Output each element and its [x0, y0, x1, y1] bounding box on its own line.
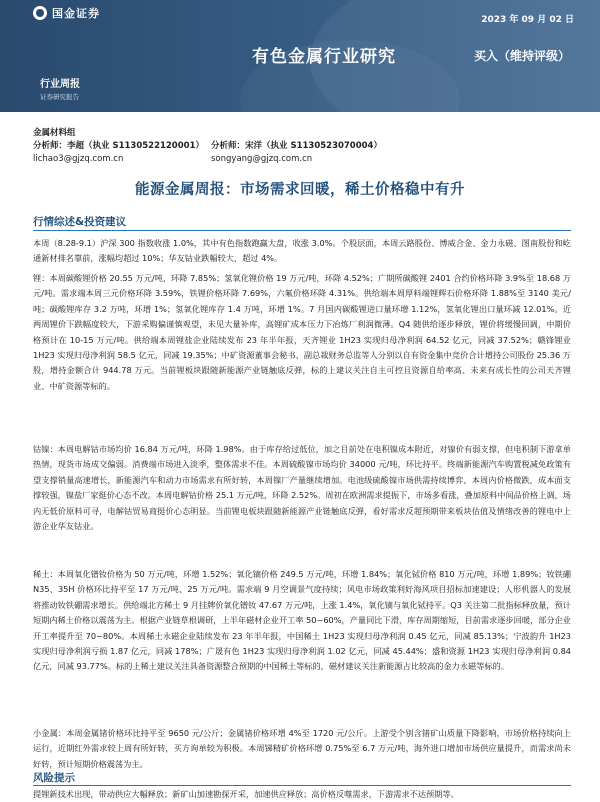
- paragraph-lithium: 锂：本周碳酸锂价格 20.55 万元/吨，环降 7.85%；氢氧化锂价格 19 万元/吨，环降 4.52%；广期所碳酸锂 2401 合约价格环降 3.9%至 18.68 万元/吨。需求端本周三元价格环降 3.59%，铁锂价格环降 7.69%，六氟价格环降 4.31%。供给端本周厚料端锂辉石价格环降 1.88%至 3140 美元/吨；碳酸锂库存 3.2 万吨，环增 1%；氢氧化锂库存 1.4 万吨，环增 1%。7 月国内碳酸锂进口量环增 1.12%，氢氧化锂出口量环减 12.01%。近两周锂价下跌幅度较大，下游采购偏谨慎观望，未见大量补库，高锂矿成本压力下冶炼厂利润微薄。Q4 随供给逐步释放，锂价将缓慢回调，中期价格预计在 10-15 万元/吨。供给端本周锂盐企业陆续发布 23 年半年报，天齐锂业 1H23 实现归母净利润 64.52 亿元，同减 37.52%；赣锋锂业 1H23 实现归母净利润 58.5 亿元，同减 19.35%；中矿资源董事会秘书、副总裁财务总监等人分别以自有资金集中竞价合计增持公司股份 25.36 万股，增持金额合计 944.78 万元。当前锂板块跟随新能源产业链触底反弹，标的上建议关注自主可控且资源自给率高、未来有成长性的公司天齐锂业、中矿资源等标的。: [33, 273, 571, 391]
- author-block: [33, 127, 573, 166]
- analyst-1-email[interactable]: lichao3@gjzq.com.cn: [33, 154, 124, 164]
- report-type: 行业周报: [40, 79, 80, 90]
- paragraph-market: 本周（8.28-9.1）沪深 300 指数收涨 1.0%，其中有色指数跑赢大盘，收涨 3.0%。个股层面，本周云路股份、博威合金、金力永磁、图南股份和屹通新材排名靠前，涨幅均超过 10%；华友钴业跌幅较大，超过 4%。: [33, 238, 571, 264]
- logo-text: 国金证券: [52, 7, 100, 20]
- email-row: [33, 153, 573, 166]
- sector-label: 金属材料组: [33, 128, 76, 138]
- section-divider: [33, 230, 571, 231]
- paragraph-risk: 提锂新技术出现，带动供应大幅释放；新矿山加速勘探开采，加速供应释放；高价格反噬需求，下游需求不达预期等。: [33, 789, 459, 799]
- analyst-2-email[interactable]: songyang@gjzq.com.cn: [211, 154, 313, 164]
- paragraph-minor-metals: 小金属：本周金属锗价格环比持平至 9650 元/公斤；金属锗价格环增 4%至 1720 元/公斤。上游受个别含锗矿山质量下降影响，市场价格持续向上运行，近期红外需求较上周有所好转，买方询单较为积极。本周锑精矿价格环增 0.75%至 6.7 万元/吨，海外进口增加市场供应量提升，而需求尚未好转，预计短期价格震荡为主。: [33, 728, 571, 769]
- report-headline: 能源金属周报：市场需求回暖，稀土价格稳中有升: [135, 182, 465, 198]
- paragraph-cobalt-nickel: 钴镍：本周电解钴市场均价 16.84 万元/吨，环降 1.98%。由于库存给过低位，加之目前处在电积镍成本附近，对镍价有弱支撑，但电积制下游拿单热情，现货市场成交偏弱。消费端市场进入淡季，整体需求不佳。本周硫酸镍市场均价 34000 元/吨，环比持平。终端新能源汽车购置税减免政策有望支撑销量高速增长，新能源汽车和动力市场需求有所好转，本周镍厂产量继续增加。电池级硫酸镍市场供需持续博弈，本周内价格微跌，成本面支撑较强，镍盐厂家挺价心态不改。本周电解钴价格 25.1 万元/吨，环降 2.52%。周初在欧洲需求提振下，市场多看涨，叠加原料中间品价格上调，场内无低价原料可寻，电解钴贸易商挺价心态明显。当前锂电板块跟随新能源产业链触底反弹，看好需求反超预期带来板块估值及情绪改善的锂电中上游企业华友钴业。: [33, 444, 571, 532]
- report-subtitle: 证券研究报告: [40, 93, 79, 101]
- logo-icon: [33, 6, 47, 20]
- section-divider-risk: [33, 785, 571, 786]
- company-logo: [33, 6, 100, 20]
- section-title-risk: 风险提示: [33, 772, 75, 784]
- report-title: 有色金属行业研究: [252, 47, 396, 67]
- rating-label: 买入（维持评级）: [474, 49, 571, 63]
- report-date: 2023 年 09 月 02 日: [481, 15, 574, 25]
- section-title-overview: 行情综述&投资建议: [33, 216, 127, 228]
- author-row: [33, 140, 573, 153]
- report-header: [0, 0, 600, 112]
- paragraph-rare-earth: 稀土：本周氧化镨钕价格为 50 万元/吨，环增 1.52%；氧化镝价格 249.5 万元/吨，环增 1.84%；氧化铽价格 810 万元/吨，环增 1.89%；钕铁硼 N35、35H 价格环比持平至 17 万元/吨、25 万元/吨。需求端 9 月空调景气度持续；风电市场政策利好海风项目招标加速建设；人形机器人的发展将推动钕铁硼需求增长。供给端北方稀土 9 月挂牌价氧化镨钕 47.67 万元/吨，上涨 1.4%，氧化镝与氧化铽持平。Q3 关注第二批指标释放量，预计短期内稀土价格以震荡为主。根据产业链草根调研，上半年磁材企业开工率 50~60%，产量同比下滑，库存周期缩短，目前需求逐步回暖，部分企业开工率提升至 70~80%。本周稀土永磁企业陆续发布 23 年半年报，中国稀土 1H23 实现归母净利润 0.45 亿元，同减 85.13%；宁波韵升 1H23 实现归母净利润亏损 1.87 亿元，同减 178%；广晟有色 1H23 实现归母净利润 1.02 亿元，同减 45.44%；盛和资源 1H23 实现归母净利润 0.84 亿元，同减 93.77%。标的上稀土建议关注具备资源整合预期的中国稀土等标的，磁材建议关注新能源占比较高的金力永磁等标的。: [33, 569, 571, 672]
- analyst-1: 分析师：李超（执业 S1130522120001）: [33, 141, 204, 151]
- analyst-2: 分析师：宋洋（执业 S1130523070004）: [211, 141, 382, 151]
